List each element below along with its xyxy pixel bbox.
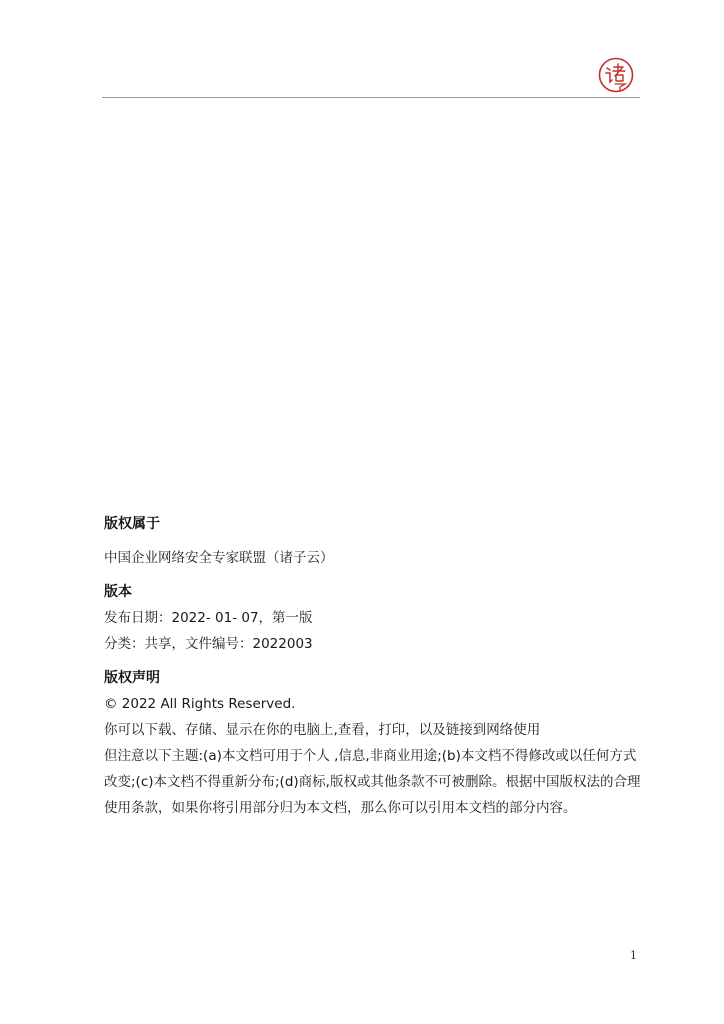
publish-date: 发布日期：2022- 01- 07，第一版 <box>104 610 313 626</box>
copyright-owner-value: 中国企业网络安全专家联盟（诸子云） <box>104 550 334 566</box>
zhuzi-logo-seal <box>598 57 634 93</box>
classification: 分类：共享，文件编号：2022003 <box>104 636 313 652</box>
copyright-page-content <box>104 511 644 821</box>
usage-permission: 你可以下载、存储、显示在你的电脑上,查看，打印，以及链接到网络使用 <box>104 722 541 738</box>
header-divider <box>102 97 640 98</box>
version-heading: 版本 <box>104 584 132 600</box>
page-number: 1 <box>630 949 637 962</box>
copyright-statement-heading: 版权声明 <box>104 670 160 686</box>
rights-reserved: © 2022 All Rights Reserved. <box>104 696 296 712</box>
copyright-owner-heading: 版权属于 <box>104 516 160 532</box>
usage-terms: 但注意以下主题:(a)本文档可用于个人 ,信息,非商业用途;(b)本文档不得修改或以任何方式改变;(c)本文档不得重新分布;(d)商标,版权或其他条款不可被删除。根据中国版权法的合理使用条款，如果你将引用部分归为本文档，那么你可以引用本文档的部分内容。 <box>104 748 641 816</box>
